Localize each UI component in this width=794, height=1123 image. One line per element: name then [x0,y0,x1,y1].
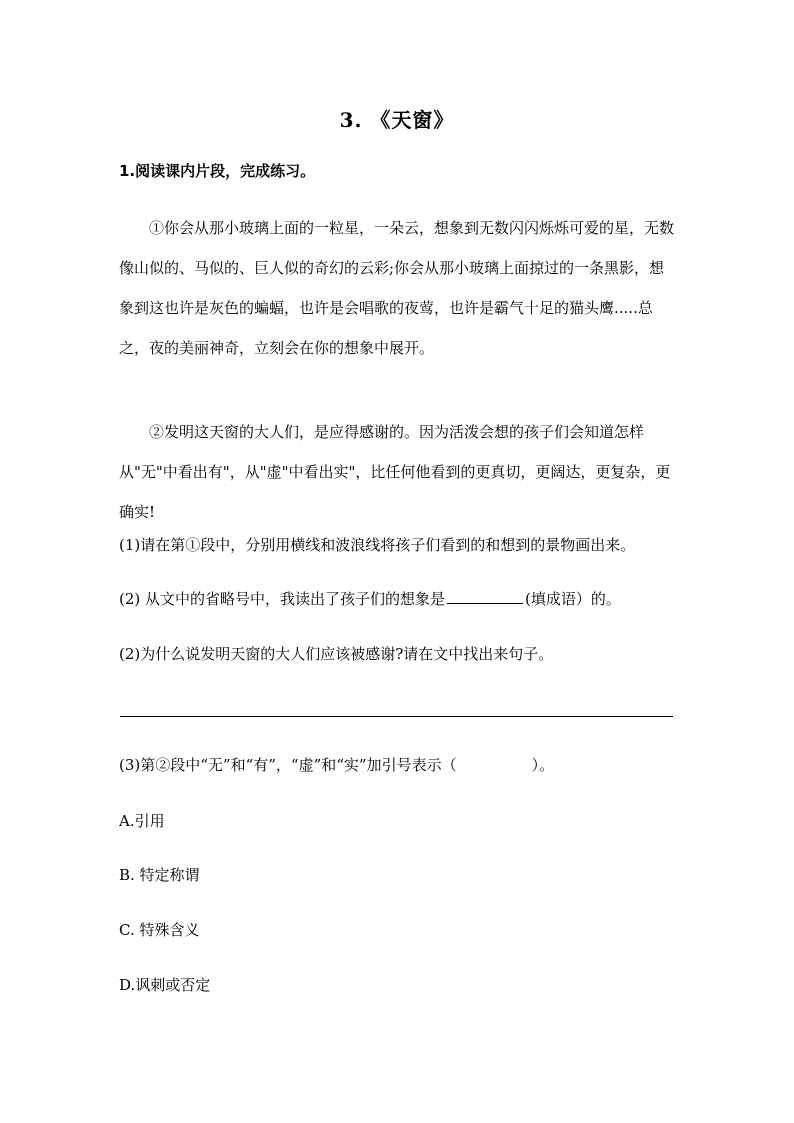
option-d[interactable]: D.讽刺或否定 [119,976,211,994]
fill-in-blank[interactable] [447,589,523,604]
passage-paragraph-2: ②发明这天窗的大人们，是应得感谢的。因为活泼会想的孩子们会知道怎样从"无"中看出有"，从"虚"中看出实"，比任何他看到的更真切，更阔达，更复杂，更确实! [119,423,671,521]
question-2-suffix: (填成语）的。 [525,590,621,608]
question-2-prefix: (2) 从文中的省略号中，我读出了孩子们的想象是 [119,590,446,608]
passage-paragraph-1: ①你会从那小玻璃上面的一粒星，一朵云，想象到无数闪闪烁烁可爱的星，无数像山似的、马似的、巨人似的奇幻的云彩;你会从那小玻璃上面掠过的一条黑影，想象到这也许是灰色的蝙蝠，也许是会唱歌的夜莺，也许是霸气十足的猫头鹰.....总之，夜的美丽神奇，立刻会在你的想象中展开。 [119,219,675,357]
option-b[interactable]: B. 特定称谓 [119,866,200,884]
question-1: (1)请在第①段中，分别用横线和波浪线将孩子们看到的和想到的景物画出来。 [119,536,636,554]
section-heading: 1.阅读课内片段，完成练习。 [119,162,316,180]
question-2 [119,588,621,609]
question-3: (2)为什么说发明天窗的大人们应该被感谢?请在文中找出来句子。 [119,645,554,663]
question-4: (3)第②段中“无”和“有”，“虚”和“实”加引号表示（ ）。 [119,756,555,774]
option-c[interactable]: C. 特殊含义 [119,921,200,939]
option-a[interactable]: A.引用 [119,812,165,830]
document-title: 3. 《天窗》 [339,108,455,132]
answer-line[interactable] [120,716,673,717]
